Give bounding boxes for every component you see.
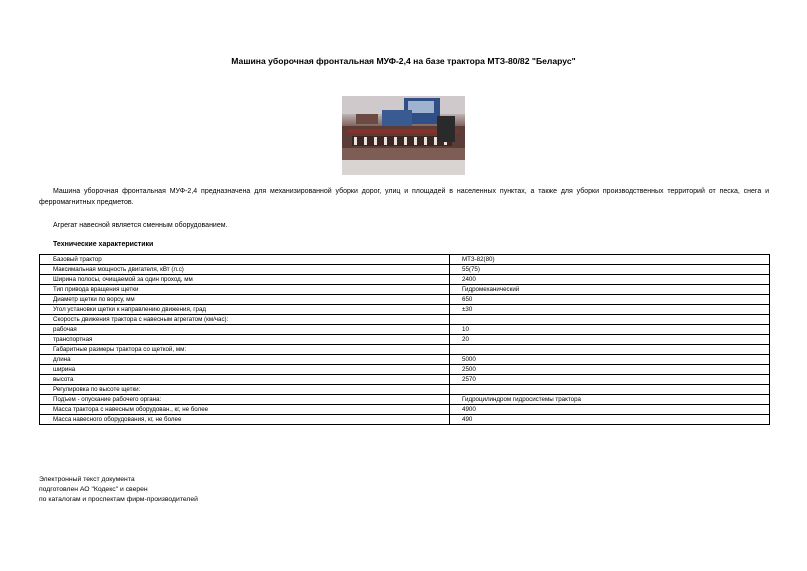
spec-label-cell: ширина — [40, 365, 450, 375]
spec-label-cell: Тип привода вращения щетки — [40, 285, 450, 295]
table-row — [40, 275, 770, 285]
spec-value-cell: 4900 — [450, 405, 770, 415]
document-title: Машина уборочная фронтальная МУФ-2,4 на базе трактора МТЗ-80/82 "Беларус" — [231, 56, 576, 66]
spec-value-cell: Гидроцилиндром гидросистемы трактора — [450, 395, 770, 405]
spec-value-cell: 10 — [450, 325, 770, 335]
spec-label-cell: транспортная — [40, 335, 450, 345]
table-row — [40, 395, 770, 405]
footer-line: Электронный текст документа — [39, 476, 135, 483]
tractor-sweeper-illustration — [342, 96, 465, 175]
spec-label-cell: высота — [40, 375, 450, 385]
spec-label-cell: Масса навесного оборудования, кг, не более — [40, 415, 450, 425]
spec-label-cell: Диаметр щетки по ворсу, мм — [40, 295, 450, 305]
spec-value-cell: 490 — [450, 415, 770, 425]
table-row — [40, 345, 770, 355]
table-row — [40, 255, 770, 265]
table-row — [40, 325, 770, 335]
footer-note — [39, 475, 198, 505]
spec-label-cell: рабочая — [40, 325, 450, 335]
table-row — [40, 415, 770, 425]
spec-value-cell: 650 — [450, 295, 770, 305]
table-row — [40, 295, 770, 305]
description-paragraph: Машина уборочная фронтальная МУФ-2,4 предназначена для механизированной уборки дорог, улиц и площадей в населенных пунктах, а также для уборки производственных территорий от песка, снега и ферромагнитных предметов. — [39, 188, 769, 206]
specifications-table — [39, 254, 770, 425]
table-row — [40, 405, 770, 415]
spec-label-cell: Регулировка по высоте щетки: — [40, 385, 450, 395]
spec-value-cell — [450, 315, 770, 325]
footer-line: подготовлен АО "Кодекс" и сверен — [39, 486, 148, 493]
spec-value-cell — [450, 345, 770, 355]
spec-value-cell: 20 — [450, 335, 770, 345]
spec-value-cell: 2500 — [450, 365, 770, 375]
spec-label-cell: длина — [40, 355, 450, 365]
spec-label-cell: Габаритные размеры трактора со щеткой, мм: — [40, 345, 450, 355]
spec-label-cell: Подъем - опускание рабочего органа: — [40, 395, 450, 405]
table-row — [40, 385, 770, 395]
spec-value-cell: Гидромеханический — [450, 285, 770, 295]
spec-label-cell: Ширина полосы, очищаемой за один проход, мм — [40, 275, 450, 285]
spec-value-cell: 2400 — [450, 275, 770, 285]
spec-value-cell — [450, 385, 770, 395]
table-row — [40, 285, 770, 295]
table-row — [40, 315, 770, 325]
spec-label-cell: Максимальная мощность двигателя, кВт (л.с) — [40, 265, 450, 275]
note-paragraph: Агрегат навесной является сменным оборудованием. — [53, 222, 228, 229]
table-row — [40, 335, 770, 345]
spec-label-cell: Базовый трактор — [40, 255, 450, 265]
footer-line: по каталогам и проспектам фирм-производителей — [39, 496, 198, 503]
table-row — [40, 365, 770, 375]
spec-value-cell: 5000 — [450, 355, 770, 365]
spec-label-cell: Скорость движения трактора с навесным агрегатом (км/час): — [40, 315, 450, 325]
spec-label-cell: Угол установки щетки к направлению движения, град — [40, 305, 450, 315]
spec-value-cell: ±30 — [450, 305, 770, 315]
table-row — [40, 305, 770, 315]
spec-value-cell: МТЗ-82(80) — [450, 255, 770, 265]
spec-value-cell: 2570 — [450, 375, 770, 385]
specifications-table-body — [40, 255, 770, 425]
table-row — [40, 355, 770, 365]
tractor-sweeper-photo — [342, 96, 465, 175]
spec-value-cell: 55(75) — [450, 265, 770, 275]
spec-label-cell: Масса трактора с навесным оборудован., кг, не более — [40, 405, 450, 415]
table-row — [40, 265, 770, 275]
table-row — [40, 375, 770, 385]
section-title: Технические характеристики — [53, 241, 154, 248]
